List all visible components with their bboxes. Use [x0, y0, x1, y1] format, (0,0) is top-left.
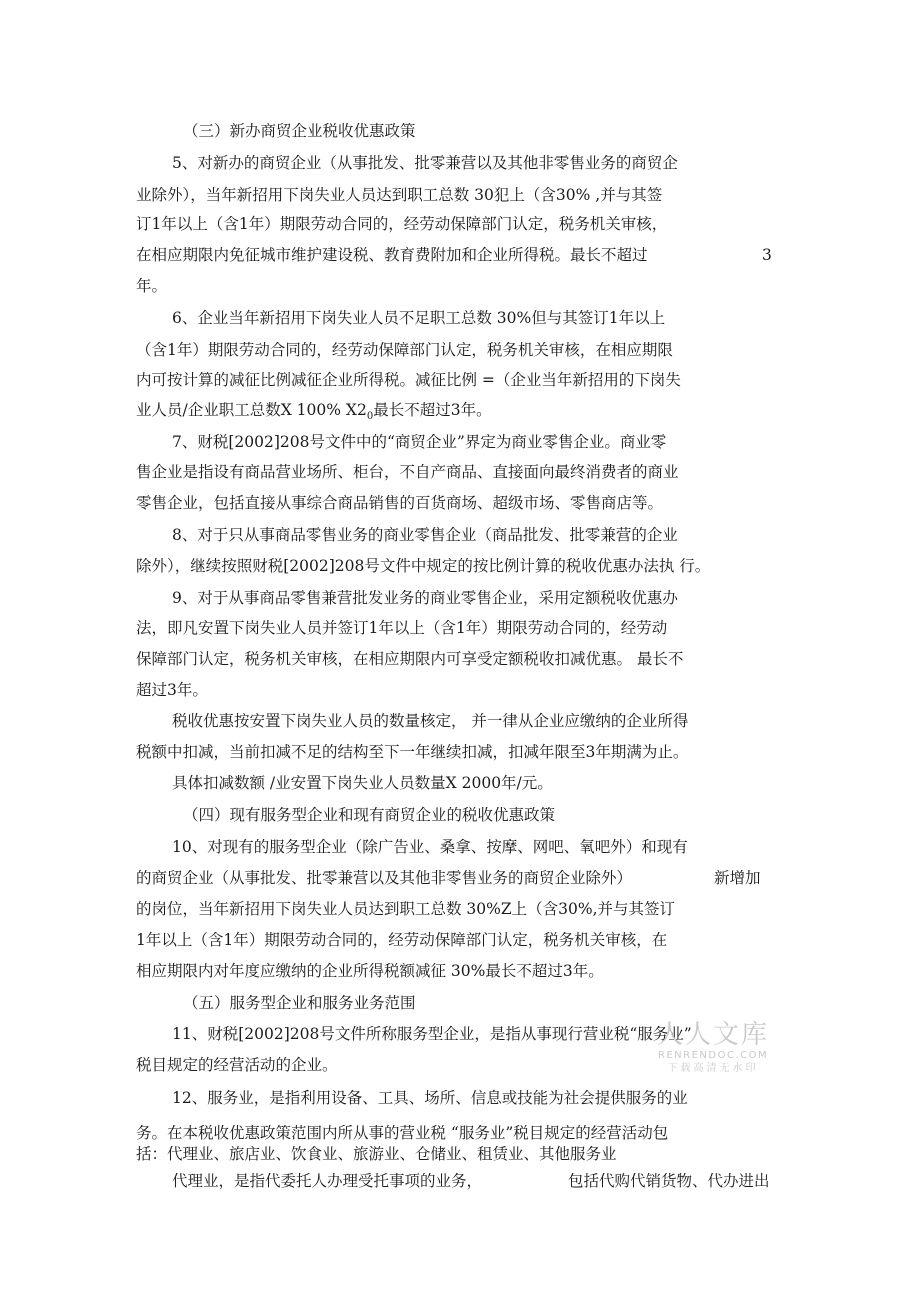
formula-subscript: 0	[366, 411, 374, 423]
paragraph-10-line: 相应期限内对年度应缴纳的企业所得税额减征 30%最长不超过3年。	[136, 962, 604, 980]
watermark-logo	[648, 1020, 778, 1076]
paragraph-6-line: 6、企业当年新招用下岗失业人员不足职工总数 30%但与其签订1年以上	[172, 309, 666, 327]
formula-tail: 最长不超过3年。	[373, 401, 492, 419]
agency-line: 包括代购代销货物、代办进出	[568, 1172, 770, 1190]
section-heading-4: （四）现有服务型企业和现有商贸企业的税收优惠政策	[183, 806, 556, 824]
paragraph-6-line: 内可按计算的减征比例减征企业所得税。减征比例 =（企业当年新招用的下岗失	[136, 371, 681, 389]
paragraph-12-line: 括：代理业、旅店业、饮食业、旅游业、仓储业、租赁业、其他服务业	[136, 1145, 617, 1163]
paragraph-10-line: 10、对现有的服务型企业（除广告业、桑拿、按摩、网吧、氧吧外）和现有	[172, 838, 688, 856]
paragraph-5-line: 订1年以上（含1年）期限劳动合同的，经劳动保障部门认定，税务机关审核，	[136, 215, 668, 233]
paragraph-11-line: 税目规定的经营活动的企业。	[136, 1056, 338, 1074]
paragraph-6-line	[136, 400, 492, 427]
paragraph-5-line: 业除外），当年新招用下岗失业人员达到职工总数 30犯上（含30% ,并与其签	[136, 186, 663, 204]
formula-text: 业人员/企业职工总数X 100% X2	[136, 401, 367, 419]
paragraph-5-line: 年。	[136, 277, 168, 295]
paragraph-9-line: 超过3年。	[136, 681, 208, 699]
tax-deduction-line: 税额中扣减，当前扣减不足的结构至下一年继续扣减，扣减年限至3年期满为止。	[136, 743, 689, 761]
paragraph-6-line: （含1年）期限劳动合同的，经劳动保障部门认定，税务机关审核，在相应期限	[136, 341, 673, 359]
paragraph-9-line: 9、对于从事商品零售兼营批发业务的商业零售企业，采用定额税收优惠办	[172, 589, 678, 607]
paragraph-7-line: 售企业是指设有商品营业场所、柜台，不自产商品、直接面向最终消费者的商业	[136, 463, 679, 481]
section-heading-5: （五）服务型企业和服务业务范围	[183, 994, 416, 1012]
paragraph-7-line: 零售企业，包括直接从事综合商品销售的百货商场、超级市场、零售商店等。	[136, 494, 664, 512]
paragraph-5-line: 5、对新办的商贸企业（从事批发、批零兼营以及其他非零售业务的商贸企	[172, 154, 678, 172]
watermark-domain: RENRENDOC.COM	[657, 1050, 769, 1061]
agency-line: 代理业，是指代委托人办理受托事项的业务，	[172, 1172, 483, 1190]
paragraph-10-line: 1年以上（含1年）期限劳动合同的，经劳动保障部门认定，税务机关审核，在	[136, 931, 668, 949]
paragraph-5-line: 3	[762, 246, 772, 264]
paragraph-9-line: 法，即凡安置下岗失业人员并签订1年以上（含1年）期限劳动合同的，经劳动	[136, 619, 668, 637]
paragraph-9-line: 保障部门认定，税务机关审核，在相应期限内可享受定额税收扣减优惠。 最长不	[136, 650, 684, 668]
tax-deduction-line: 税收优惠按安置下岗失业人员的数量核定， 并一律从企业应缴纳的企业所得	[172, 712, 689, 730]
watermark-title: 人人文库	[656, 1020, 769, 1050]
paragraph-8-line: 8、对于只从事商品零售业务的商业零售企业（商品批发、批零兼营的企业	[172, 526, 678, 544]
paragraph-10-line: 的岗位，当年新招用下岗失业人员达到职工总数 30%Z上（含30%,并与其签订	[136, 900, 676, 918]
paragraph-5-line: 在相应期限内免征城市维护建设税、教育费附加和企业所得税。最长不超过	[136, 246, 648, 264]
paragraph-12-line: 务。在本税收优惠政策范围内所从事的营业税 “服务业”税目规定的经营活动包	[136, 1124, 669, 1142]
section-heading-3: （三）新办商贸企业税收优惠政策	[183, 122, 416, 140]
watermark-tagline: 下载高清无水印	[667, 1063, 759, 1074]
paragraph-12-line: 12、服务业，是指利用设备、工具、场所、信息或技能为社会提供服务的业	[172, 1089, 688, 1107]
paragraph-8-line: 除外），继续按照财税[2002]208号文件中规定的按比例计算的税收优惠办法执 行。	[136, 557, 711, 575]
paragraph-11-line: 11、财税[2002]208号文件所称服务型企业，是指从事现行营业税“服务业”	[172, 1025, 692, 1043]
paragraph-10-line: 的商贸企业（从事批发、批零兼营以及其他非零售业务的商贸企业除外）	[136, 869, 633, 887]
paragraph-10-line: 新增加	[714, 869, 761, 887]
paragraph-7-line: 7、财税[2002]208号文件中的“商贸企业”界定为商业零售企业。商业零	[172, 433, 667, 451]
deduction-amount-line: 具体扣减数额 /业安置下岗失业人员数量X 2000年/元。	[172, 774, 553, 792]
